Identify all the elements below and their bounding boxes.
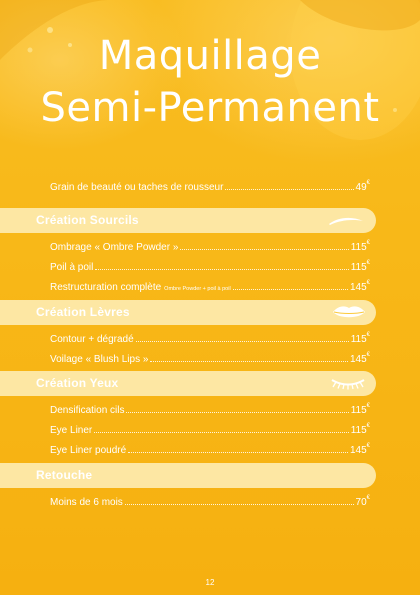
item-note: Ombre Powder + poil à poil (164, 286, 231, 292)
item-label: Ombrage « Ombre Powder » (50, 242, 179, 253)
item-price: 145€ (349, 443, 370, 456)
section-title: Création Sourcils (36, 213, 139, 227)
price-row (50, 349, 370, 365)
dotted-leader (95, 268, 348, 270)
title-line-1: Maquillage (98, 33, 322, 79)
dotted-leader (136, 340, 349, 342)
item-price: 115€ (350, 332, 370, 345)
item-label: Eye Liner (50, 425, 93, 436)
eyebrow-icon (328, 216, 364, 226)
price-row (50, 277, 370, 293)
item-label: Grain de beauté ou taches de rousseur (50, 182, 224, 193)
price-row (50, 400, 370, 416)
section-header-yeux (0, 371, 376, 396)
item-price: 115€ (350, 423, 370, 436)
dotted-leader (180, 248, 348, 250)
price-row (50, 492, 370, 508)
item-price: 115€ (350, 403, 370, 416)
price-row (50, 420, 370, 436)
item-price: 115€ (350, 260, 370, 273)
item-label: Densification cils (50, 405, 125, 416)
price-row (50, 257, 370, 273)
dotted-leader (233, 288, 348, 290)
section-title: Création Lèvres (36, 305, 130, 319)
dotted-leader (94, 431, 348, 433)
dotted-leader (128, 451, 348, 453)
dotted-leader (225, 188, 353, 190)
section-title: Retouche (36, 468, 93, 482)
section-title: Création Yeux (36, 376, 119, 390)
item-price: 115€ (350, 240, 370, 253)
dotted-leader (125, 503, 354, 505)
section-header-retouche (0, 463, 376, 488)
title-line-2: Semi-Permanent (40, 85, 380, 131)
item-price: 145€ (349, 352, 370, 365)
price-row (50, 329, 370, 345)
item-price: 145€ (349, 280, 370, 293)
dotted-leader (126, 411, 348, 413)
price-row-grain-de-beaute (50, 177, 370, 193)
price-row (50, 440, 370, 456)
page-title (0, 30, 420, 134)
item-label: Poil à poil (50, 262, 94, 273)
item-label: Contour + dégradé (50, 334, 134, 345)
item-label: Eye Liner poudré (50, 445, 127, 456)
lips-icon (332, 304, 366, 321)
item-price: 49€ (355, 180, 370, 193)
item-price: 70€ (355, 495, 370, 508)
price-row (50, 237, 370, 253)
dotted-leader (150, 360, 348, 362)
item-label: Moins de 6 mois (50, 497, 123, 508)
item-label: Restructuration complète (50, 282, 162, 293)
page-number: 12 (205, 578, 215, 587)
section-header-levres (0, 300, 376, 325)
section-header-sourcils (0, 208, 376, 233)
eyelash-icon (330, 376, 366, 390)
item-label: Voilage « Blush Lips » (50, 354, 149, 365)
